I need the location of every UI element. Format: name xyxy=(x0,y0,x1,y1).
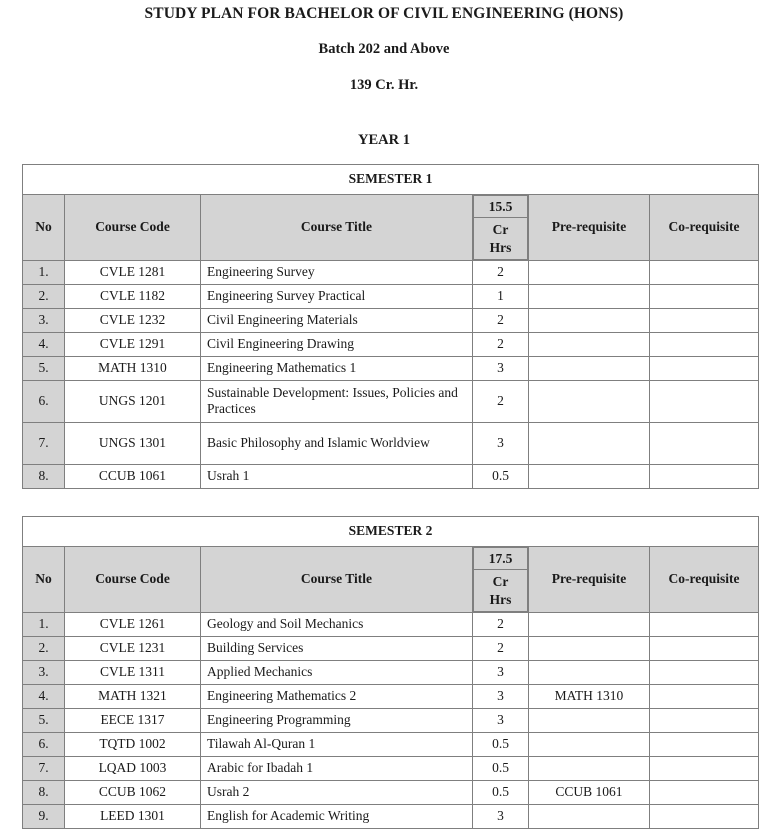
table-row xyxy=(23,308,759,332)
cell-course-title: Engineering Survey Practical xyxy=(201,284,473,308)
cell-course-title: Civil Engineering Drawing xyxy=(201,332,473,356)
cr-label: Cr xyxy=(492,574,509,590)
cell-co-requisite xyxy=(650,732,759,756)
hrs-label: Hrs xyxy=(489,591,512,607)
table-row xyxy=(23,804,759,828)
column-header-course-title: Course Title xyxy=(201,194,473,260)
cell-co-requisite xyxy=(650,284,759,308)
semester-2-body xyxy=(23,516,759,828)
cell-course-title: Geology and Soil Mechanics xyxy=(201,612,473,636)
document-title: STUDY PLAN FOR BACHELOR OF CIVIL ENGINEERING (HONS) xyxy=(144,5,624,22)
cell-no: 6. xyxy=(23,380,65,422)
cell-no: 7. xyxy=(23,422,65,464)
cell-credit-hours: 3 xyxy=(473,356,529,380)
year-heading: YEAR 1 xyxy=(358,131,410,148)
table-row xyxy=(23,356,759,380)
cell-course-code: CVLE 1261 xyxy=(65,612,201,636)
cell-credit-hours: 3 xyxy=(473,708,529,732)
cell-co-requisite xyxy=(650,612,759,636)
semester-2-banner: SEMESTER 2 xyxy=(23,516,759,546)
column-header-pre-requisite: Pre-requisite xyxy=(529,546,650,612)
cell-pre-requisite xyxy=(529,356,650,380)
cell-course-title: Engineering Mathematics 1 xyxy=(201,356,473,380)
semester-1-body xyxy=(23,164,759,488)
table-row xyxy=(23,660,759,684)
cell-credit-hours: 3 xyxy=(473,660,529,684)
cell-course-title: Usrah 2 xyxy=(201,780,473,804)
cell-course-title: Basic Philosophy and Islamic Worldview xyxy=(201,422,473,464)
table-row xyxy=(23,260,759,284)
cell-course-code: UNGS 1301 xyxy=(65,422,201,464)
cell-course-code: CVLE 1281 xyxy=(65,260,201,284)
cell-no: 9. xyxy=(23,804,65,828)
cell-course-code: MATH 1310 xyxy=(65,356,201,380)
column-header-course-code: Course Code xyxy=(65,546,201,612)
table-row xyxy=(23,422,759,464)
cell-credit-hours: 2 xyxy=(473,636,529,660)
table-row xyxy=(23,380,759,422)
table-row xyxy=(23,332,759,356)
cell-credit-hours: 3 xyxy=(473,684,529,708)
cell-course-code: CVLE 1291 xyxy=(65,332,201,356)
column-header-course-code: Course Code xyxy=(65,194,201,260)
cell-pre-requisite xyxy=(529,380,650,422)
cell-course-title: Tilawah Al-Quran 1 xyxy=(201,732,473,756)
cell-co-requisite xyxy=(650,780,759,804)
cell-co-requisite xyxy=(650,684,759,708)
cell-pre-requisite xyxy=(529,756,650,780)
cell-pre-requisite: MATH 1310 xyxy=(529,684,650,708)
semester-2-total-credits: 17.5 xyxy=(474,547,528,569)
cell-course-code: LEED 1301 xyxy=(65,804,201,828)
cell-no: 4. xyxy=(23,684,65,708)
column-header-credit-hours xyxy=(473,546,529,612)
column-header-row xyxy=(23,194,759,260)
column-header-credit-hours xyxy=(473,194,529,260)
cell-pre-requisite xyxy=(529,660,650,684)
cell-course-code: CCUB 1062 xyxy=(65,780,201,804)
column-header-pre-requisite: Pre-requisite xyxy=(529,194,650,260)
cell-course-code: MATH 1321 xyxy=(65,684,201,708)
cell-credit-hours: 1 xyxy=(473,284,529,308)
cell-pre-requisite xyxy=(529,612,650,636)
table-row xyxy=(23,780,759,804)
cell-course-title: Civil Engineering Materials xyxy=(201,308,473,332)
semester-2-table-container xyxy=(0,516,768,829)
cell-no: 3. xyxy=(23,660,65,684)
cell-credit-hours: 0.5 xyxy=(473,464,529,488)
semester-1-table-container xyxy=(0,164,768,489)
column-header-co-requisite: Co-requisite xyxy=(650,194,759,260)
cell-course-code: CVLE 1232 xyxy=(65,308,201,332)
semester-1-table xyxy=(22,164,759,489)
document-total-credits: 139 Cr. Hr. xyxy=(349,76,419,93)
credit-hours-subtable xyxy=(473,547,528,612)
table-row xyxy=(23,612,759,636)
cell-no: 2. xyxy=(23,636,65,660)
cell-credit-hours: 0.5 xyxy=(473,756,529,780)
cell-no: 8. xyxy=(23,464,65,488)
cell-credit-hours: 3 xyxy=(473,804,529,828)
cell-credit-hours: 2 xyxy=(473,612,529,636)
cell-course-title: Engineering Mathematics 2 xyxy=(201,684,473,708)
cell-course-code: LQAD 1003 xyxy=(65,756,201,780)
semester-banner-row xyxy=(23,516,759,546)
cr-label: Cr xyxy=(492,222,509,238)
cell-co-requisite xyxy=(650,660,759,684)
hrs-label: Hrs xyxy=(489,239,512,255)
cell-no: 3. xyxy=(23,308,65,332)
cell-course-code: CVLE 1231 xyxy=(65,636,201,660)
cell-credit-hours: 2 xyxy=(473,260,529,284)
cell-pre-requisite xyxy=(529,464,650,488)
semester-1-banner: SEMESTER 1 xyxy=(23,164,759,194)
cell-pre-requisite: CCUB 1061 xyxy=(529,780,650,804)
cell-pre-requisite xyxy=(529,422,650,464)
cell-no: 5. xyxy=(23,708,65,732)
cell-co-requisite xyxy=(650,356,759,380)
cell-co-requisite xyxy=(650,756,759,780)
cell-credit-hours: 2 xyxy=(473,308,529,332)
cell-course-title: Sustainable Development: Issues, Policies and Practices xyxy=(201,380,473,422)
table-row xyxy=(23,464,759,488)
cell-pre-requisite xyxy=(529,804,650,828)
cell-course-title: Building Services xyxy=(201,636,473,660)
cell-pre-requisite xyxy=(529,284,650,308)
table-row xyxy=(23,708,759,732)
cell-no: 2. xyxy=(23,284,65,308)
cell-credit-hours: 2 xyxy=(473,332,529,356)
cell-pre-requisite xyxy=(529,708,650,732)
cell-course-code: UNGS 1201 xyxy=(65,380,201,422)
table-row xyxy=(23,636,759,660)
cell-no: 7. xyxy=(23,756,65,780)
cell-pre-requisite xyxy=(529,260,650,284)
cell-co-requisite xyxy=(650,804,759,828)
cell-credit-hours: 2 xyxy=(473,380,529,422)
cell-pre-requisite xyxy=(529,308,650,332)
cell-co-requisite xyxy=(650,332,759,356)
table-row xyxy=(23,284,759,308)
cell-co-requisite xyxy=(650,308,759,332)
cell-credit-hours: 3 xyxy=(473,422,529,464)
cell-co-requisite xyxy=(650,422,759,464)
cell-co-requisite xyxy=(650,636,759,660)
semester-1-total-credits: 15.5 xyxy=(474,195,528,217)
credit-hours-label xyxy=(474,569,528,611)
cell-course-title: English for Academic Writing xyxy=(201,804,473,828)
cell-pre-requisite xyxy=(529,636,650,660)
cell-course-title: Applied Mechanics xyxy=(201,660,473,684)
cell-no: 6. xyxy=(23,732,65,756)
cell-co-requisite xyxy=(650,380,759,422)
credit-hours-label xyxy=(474,217,528,259)
cell-course-title: Engineering Programming xyxy=(201,708,473,732)
table-row xyxy=(23,684,759,708)
cell-credit-hours: 0.5 xyxy=(473,732,529,756)
cell-no: 1. xyxy=(23,612,65,636)
column-header-no: No xyxy=(23,546,65,612)
semester-2-table xyxy=(22,516,759,829)
column-header-row xyxy=(23,546,759,612)
cell-co-requisite xyxy=(650,260,759,284)
cell-course-code: EECE 1317 xyxy=(65,708,201,732)
document-subtitle: Batch 202 and Above xyxy=(318,41,450,58)
cell-course-title: Engineering Survey xyxy=(201,260,473,284)
cell-course-code: CVLE 1182 xyxy=(65,284,201,308)
cell-pre-requisite xyxy=(529,732,650,756)
column-header-course-title: Course Title xyxy=(201,546,473,612)
table-row xyxy=(23,732,759,756)
column-header-no: No xyxy=(23,194,65,260)
semester-banner-row xyxy=(23,164,759,194)
cell-course-code: CCUB 1061 xyxy=(65,464,201,488)
cell-no: 5. xyxy=(23,356,65,380)
cell-co-requisite xyxy=(650,464,759,488)
cell-course-title: Usrah 1 xyxy=(201,464,473,488)
cell-no: 8. xyxy=(23,780,65,804)
table-row xyxy=(23,756,759,780)
cell-no: 4. xyxy=(23,332,65,356)
cell-pre-requisite xyxy=(529,332,650,356)
cell-course-code: CVLE 1311 xyxy=(65,660,201,684)
credit-hours-subtable xyxy=(473,195,528,260)
cell-co-requisite xyxy=(650,708,759,732)
cell-course-code: TQTD 1002 xyxy=(65,732,201,756)
column-header-co-requisite: Co-requisite xyxy=(650,546,759,612)
cell-credit-hours: 0.5 xyxy=(473,780,529,804)
cell-course-title: Arabic for Ibadah 1 xyxy=(201,756,473,780)
cell-no: 1. xyxy=(23,260,65,284)
